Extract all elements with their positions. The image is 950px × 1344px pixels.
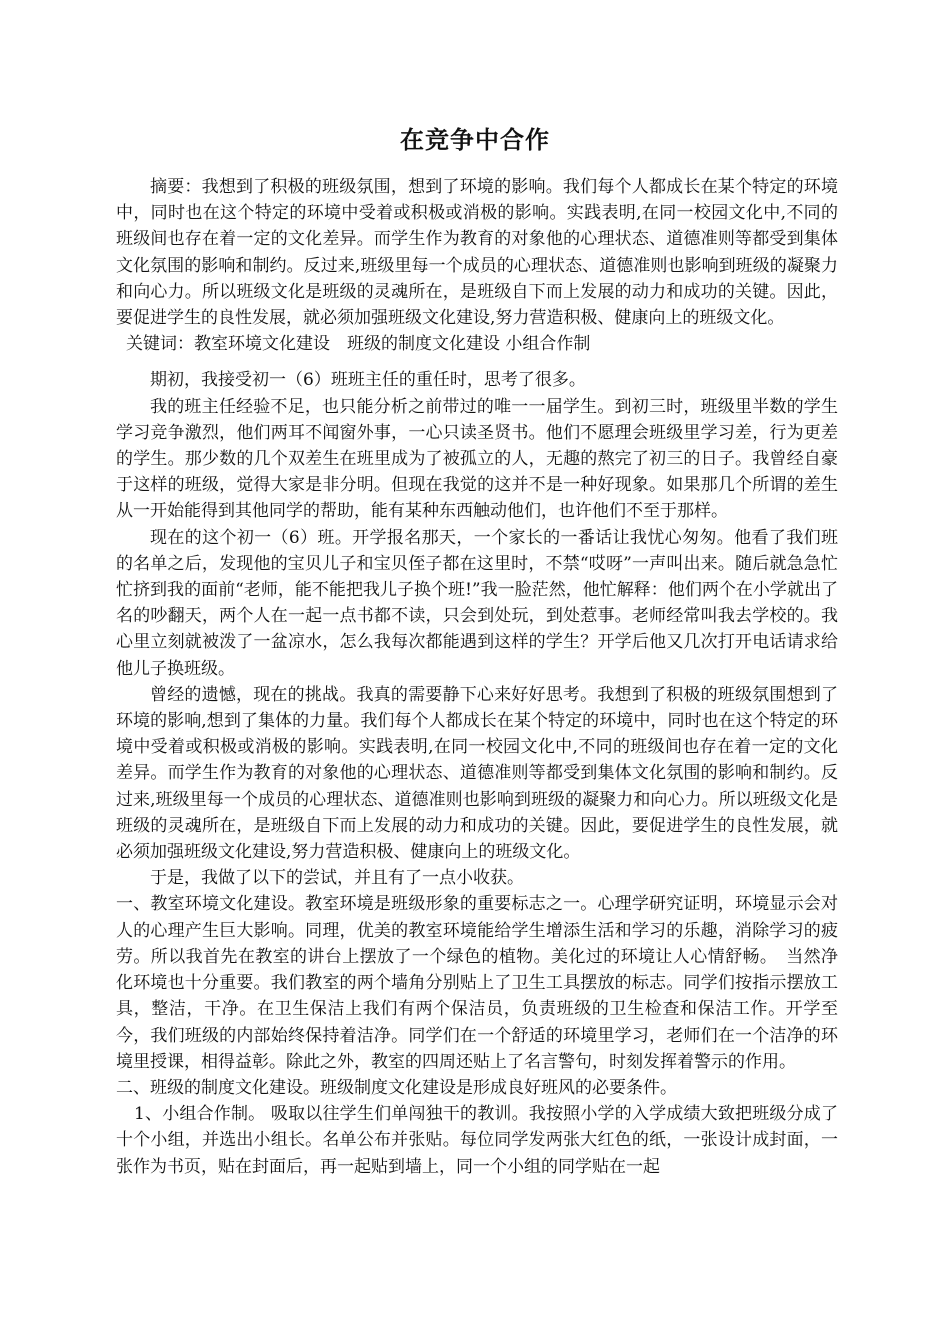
body-paragraph-5: 于是，我做了以下的尝试，并且有了一点小收获。: [150, 868, 524, 889]
section-2-1-paragraph: 1、小组合作制。 吸取以往学生们单闯独干的教训。我按照小学的入学成绩大致把班级分成了十个小组，并选出小组长。名单公布并张贴。每位同学发两张大红色的纸，一张设计成封面，一张作为书页，贴在封面后，再一起贴到墙上，同一个小组的同学贴在一起: [116, 1104, 838, 1177]
section-2-heading: 二、班级的制度文化建设。班级制度文化建设是形成良好班风的必要条件。: [116, 1077, 677, 1098]
document-body: [116, 174, 838, 1180]
body-paragraph-2: 我的班主任经验不足，也只能分析之前带过的唯一一届学生。到初三时，班级里半数的学生学习竞争激烈，他们两耳不闻窗外事，一心只读圣贤书。他们不愿理会班级里学习差，行为更差的学生。那少数的几个双差生在班里成为了被孤立的人，无趣的熬完了初三的日子。我曾经自豪于这样的班级，觉得大家是非分明。但现在我觉的这并不是一种好现象。如果那几个所谓的差生从一开始能得到其他同学的帮助，能有某种东西触动他们，也许他们不至于那样。: [116, 396, 838, 522]
body-paragraph-1: 期初，我接受初一（6）班班主任的重任时，思考了很多。: [150, 370, 586, 391]
document-title: 在竞争中合作: [400, 126, 550, 154]
body-paragraph-3: 现在的这个初一（6）班。开学报名那天，一个家长的一番话让我忧心匆匆。他看了我们班的名单之后，发现他的宝贝儿子和宝贝侄子都在这里时，不禁“哎呀”一声叫出来。随后就急急忙忙挤到我的面前“老师，能不能把我儿子换个班!”我一脸茫然，他忙解释：他们两个在小学就出了名的吵翻天，两个人在一起一点书都不读，只会到处玩，到处惹事。老师经常叫我去学校的。我心里立刻就被泼了一盆凉水，怎么我每次都能遇到这样的学生？开学后他又几次打开电话请求给他儿子换班级。: [116, 527, 838, 679]
keywords-line: 关键词：教室环境文化建设 班级的制度文化建设 小组合作制: [126, 334, 591, 355]
section-1-paragraph: 一、教室环境文化建设。教室环境是班级形象的重要标志之一。心理学研究证明，环境显示会对人的心理产生巨大影响。同理，优美的教室环境能给学生增添生活和学习的乐趣，消除学习的疲劳。所以我首先在教室的讲台上摆放了一个绿色的植物。美化过的环境让人心情舒畅。 当然净化环境也十分重要。我们教室的两个墙角分别贴上了卫生工具摆放的标志。同学们按指示摆放工具，整洁，干净。在卫生保洁上我们有两个保洁员，负责班级的卫生检查和保洁工作。开学至今，我们班级的内部始终保持着洁净。同学们在一个舒适的环境里学习，老师们在一个洁净的环境里授课，相得益彰。除此之外，教室的四周还贴上了名言警句，时刻发挥着警示的作用。: [116, 894, 838, 1072]
abstract-paragraph: 摘要：我想到了积极的班级氛围，想到了环境的影响。我们每个人都成长在某个特定的环境中，同时也在这个特定的环境中受着或积极或消极的影响。实践表明,在同一校园文化中,不同的班级间也存在着一定的文化差异。而学生作为教育的对象他的心理状态、道德准则等都受到集体文化氛围的影响和制约。反过来,班级里每一个成员的心理状态、道德准则也影响到班级的凝聚力和向心力。所以班级文化是班级的灵魂所在，是班级自下而上发展的动力和成功的关键。因此，要促进学生的良性发展，就必须加强班级文化建设,努力营造积极、健康向上的班级文化。: [116, 177, 838, 329]
body-paragraph-4: 曾经的遗憾，现在的挑战。我真的需要静下心来好好思考。我想到了积极的班级氛围想到了环境的影响,想到了集体的力量。我们每个人都成长在某个特定的环境中，同时也在这个特定的环境中受着或积极或消极的影响。实践表明,在同一校园文化中,不同的班级间也存在着一定的文化差异。而学生作为教育的对象他的心理状态、道德准则等都受到集体文化氛围的影响和制约。反过来,班级里每一个成员的心理状态、道德准则也影响到班级的凝聚力和向心力。所以班级文化是班级的灵魂所在，是班级自下而上发展的动力和成功的关键。因此，要促进学生的良性发展，就必须加强班级文化建设,努力营造积极、健康向上的班级文化。: [116, 684, 838, 863]
